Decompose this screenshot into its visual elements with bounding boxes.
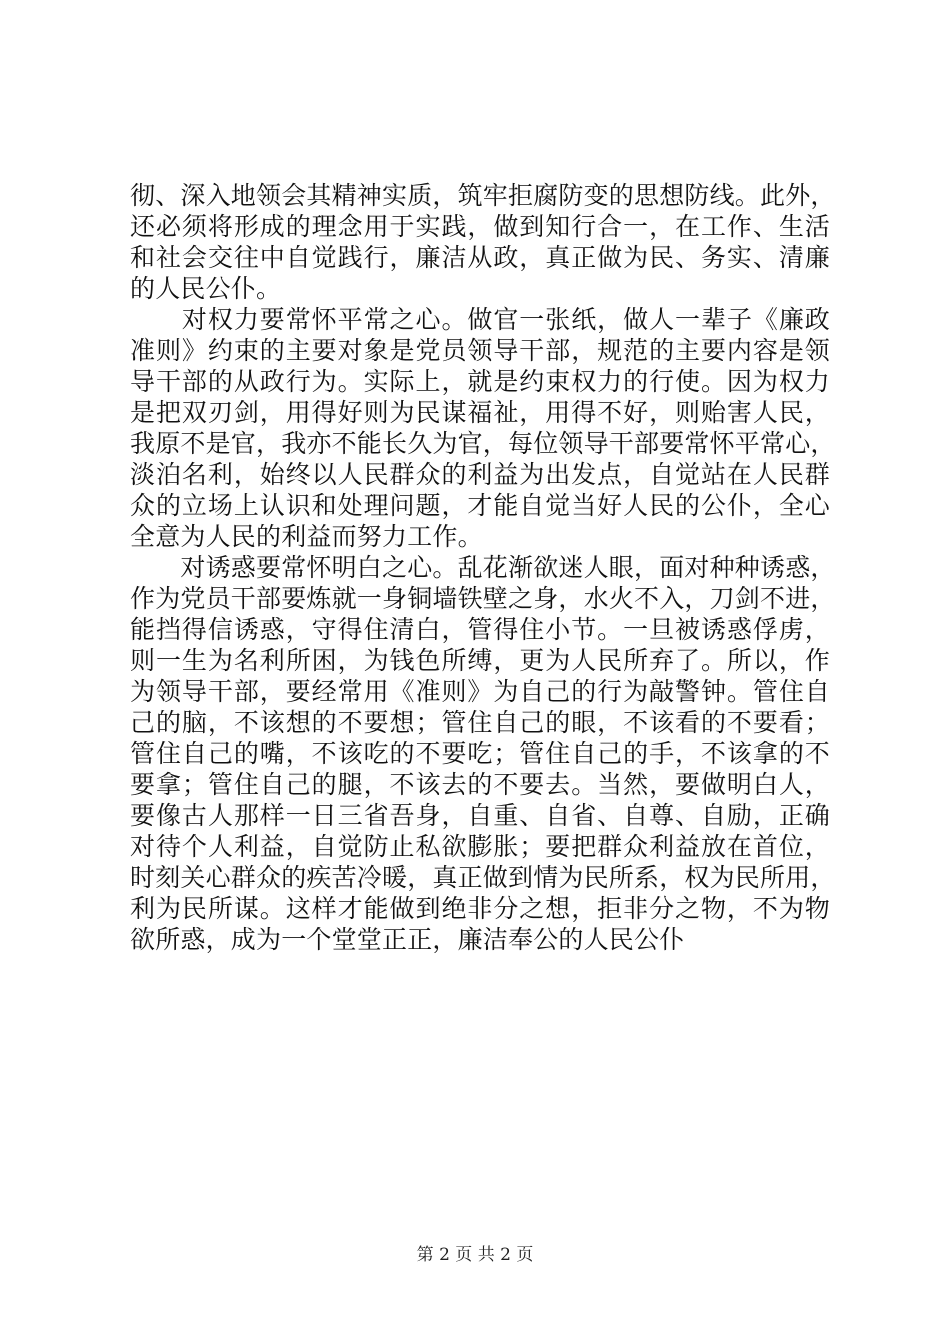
text-line: 导干部的从政行为。实际上，就是约束权力的行使。因为权力 <box>130 367 830 396</box>
text-line: 时刻关心群众的疾苦冷暖，真正做到情为民所系，权为民所用， <box>130 863 836 892</box>
text-line: 和社会交往中自觉践行，廉洁从政，真正做为民、务实、清廉 <box>130 243 830 272</box>
text-line: 要拿；管住自己的腿，不该去的不要去。当然，要做明白人， <box>130 770 830 799</box>
text-line: 作为党员干部要炼就一身铜墙铁壁之身，水火不入，刀剑不进， <box>130 584 836 613</box>
text-line: 欲所惑，成为一个堂堂正正，廉洁奉公的人民公仆 <box>130 925 685 954</box>
text-line: 对诱惑要常怀明白之心。乱花渐欲迷人眼，面对种种诱惑， <box>130 553 836 582</box>
text-line: 是把双刃剑，用得好则为民谋福祉，用得不好，则贻害人民， <box>130 398 830 427</box>
text-line: 准则》约束的主要对象是党员领导干部，规范的主要内容是领 <box>130 336 830 365</box>
text-line: 利为民所谋。这样才能做到绝非分之想，拒非分之物，不为物 <box>130 894 830 923</box>
text-line: 还必须将形成的理念用于实践，做到知行合一，在工作、生活 <box>130 212 830 241</box>
text-line: 要像古人那样一日三省吾身，自重、自省、自尊、自励，正确 <box>130 801 830 830</box>
text-line: 为领导干部，要经常用《准则》为自己的行为敲警钟。管住自 <box>130 677 830 706</box>
text-line: 管住自己的嘴，不该吃的不要吃；管住自己的手，不该拿的不 <box>130 739 830 768</box>
text-line: 对权力要常怀平常之心。做官一张纸，做人一辈子《廉政 <box>130 305 830 334</box>
body-text <box>130 180 836 955</box>
text-line: 彻、深入地领会其精神实质，筑牢拒腐防变的思想防线。此外， <box>130 181 836 210</box>
text-line: 则一生为名利所困，为钱色所缚，更为人民所弃了。所以，作 <box>130 646 830 675</box>
text-line: 全意为人民的利益而努力工作。 <box>130 522 483 551</box>
text-line: 淡泊名利，始终以人民群众的利益为出发点，自觉站在人民群 <box>130 460 830 489</box>
text-line: 对待个人利益，自觉防止私欲膨胀；要把群众利益放在首位， <box>130 832 830 861</box>
text-line: 我原不是官，我亦不能长久为官，每位领导干部要常怀平常心， <box>130 429 836 458</box>
page-footer: 第 2 页 共 2 页 <box>416 1245 534 1265</box>
text-line: 的人民公仆。 <box>130 274 282 303</box>
text-line: 己的脑，不该想的不要想；管住自己的眼，不该看的不要看； <box>130 708 830 737</box>
text-line: 能挡得信诱惑，守得住清白，管得住小节。一旦被诱惑俘虏， <box>130 615 830 644</box>
text-line: 众的立场上认识和处理问题，才能自觉当好人民的公仆，全心 <box>130 491 830 520</box>
